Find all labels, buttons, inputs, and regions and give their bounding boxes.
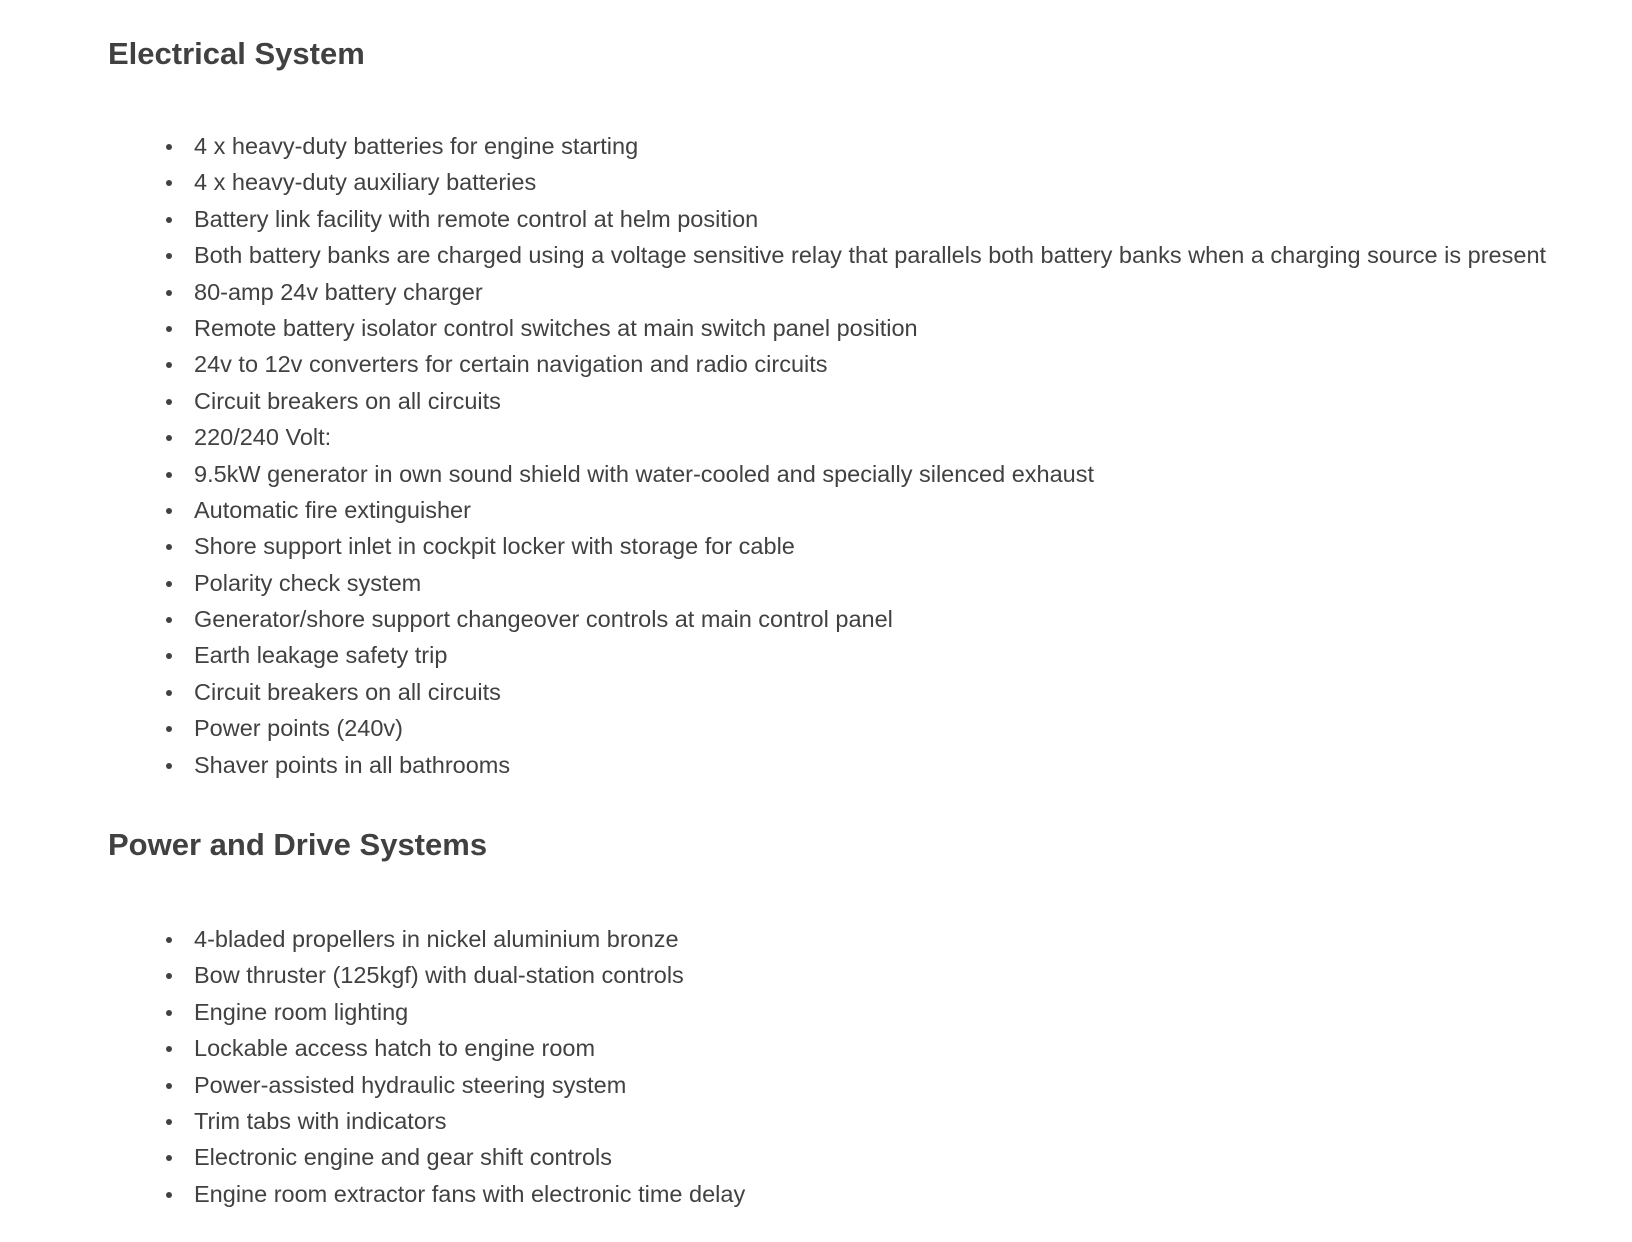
bullet-icon: [166, 326, 172, 332]
power-and-drive-systems-list: [108, 921, 1608, 1212]
list-item-text: Circuit breakers on all circuits: [194, 678, 501, 705]
list-item: [108, 565, 1608, 601]
list-item-text: 80-amp 24v battery charger: [194, 278, 483, 305]
bullet-icon: [166, 1083, 172, 1089]
bullet-icon: [166, 973, 172, 979]
list-item-text: 4 x heavy-duty auxiliary batteries: [194, 169, 537, 196]
bullet-icon: [166, 937, 172, 943]
list-item: [108, 1139, 1608, 1175]
list-item: [108, 274, 1608, 310]
list-item-text: Engine room lighting: [194, 998, 409, 1025]
bullet-icon: [166, 435, 172, 441]
bullet-icon: [166, 581, 172, 587]
list-item-text: Shore support inlet in cockpit locker with storage for cable: [194, 533, 795, 560]
list-item: [108, 921, 1608, 957]
list-item-text: Electronic engine and gear shift controls: [194, 1144, 613, 1171]
list-item: [108, 957, 1608, 993]
list-item-text: 220/240 Volt:: [194, 424, 332, 451]
list-item-text: Battery link facility with remote control at helm position: [194, 205, 759, 232]
bullet-icon: [166, 1010, 172, 1016]
list-item: [108, 419, 1608, 455]
list-item: [108, 994, 1608, 1030]
list-item-text: Earth leakage safety trip: [194, 642, 448, 669]
bullet-icon: [166, 290, 172, 296]
list-item: [108, 747, 1608, 783]
bullet-icon: [166, 144, 172, 150]
page-content: [108, 30, 1608, 1212]
bullet-icon: [166, 617, 172, 623]
list-item-text: Both battery banks are charged using a voltage sensitive relay that parallels both battery banks when a charging source is present: [194, 242, 1547, 269]
list-item: [108, 346, 1608, 382]
list-item: [108, 383, 1608, 419]
list-item-text: 24v to 12v converters for certain navigation and radio circuits: [194, 351, 828, 378]
bullet-icon: [166, 1155, 172, 1161]
list-item: [108, 310, 1608, 346]
list-item: [108, 128, 1608, 164]
bullet-icon: [166, 690, 172, 696]
bullet-icon: [166, 1046, 172, 1052]
list-item: [108, 1176, 1608, 1212]
list-item: [108, 456, 1608, 492]
list-item: [108, 674, 1608, 710]
list-item: [108, 528, 1608, 564]
list-item-text: Power-assisted hydraulic steering system: [194, 1071, 627, 1098]
section-heading-electrical-system: Electrical System: [108, 36, 365, 71]
bullet-icon: [166, 1119, 172, 1125]
bullet-icon: [166, 472, 172, 478]
bullet-icon: [166, 362, 172, 368]
bullet-icon: [166, 253, 172, 259]
list-item: [108, 601, 1608, 637]
list-item: [108, 492, 1608, 528]
bullet-icon: [166, 217, 172, 223]
list-item-text: 9.5kW generator in own sound shield with water-cooled and specially silenced exhaust: [194, 460, 1095, 487]
list-item-text: Automatic fire extinguisher: [194, 496, 471, 523]
list-item-text: 4 x heavy-duty batteries for engine starting: [194, 133, 639, 159]
bullet-icon: [166, 653, 172, 659]
list-item-text: 4-bladed propellers in nickel aluminium bronze: [194, 926, 679, 953]
list-item: [108, 201, 1608, 237]
list-item: [108, 164, 1608, 200]
bullet-icon: [166, 180, 172, 186]
list-item-text: Generator/shore support changeover controls at main control panel: [194, 606, 893, 633]
list-item-text: Engine room extractor fans with electronic time delay: [194, 1180, 746, 1207]
electrical-system-list: [108, 128, 1608, 783]
section-heading-power-and-drive-systems: Power and Drive Systems: [108, 827, 488, 863]
list-item: [108, 1067, 1608, 1103]
bullet-icon: [166, 544, 172, 550]
list-item-text: Remote battery isolator control switches at main switch panel position: [194, 314, 918, 341]
list-item-text: Shaver points in all bathrooms: [194, 751, 511, 778]
list-item-text: Lockable access hatch to engine room: [194, 1035, 596, 1062]
bullet-icon: [166, 763, 172, 769]
list-item-text: Trim tabs with indicators: [194, 1107, 447, 1134]
list-item: [108, 637, 1608, 673]
list-item-text: Bow thruster (125kgf) with dual-station controls: [194, 962, 684, 989]
list-item-text: Circuit breakers on all circuits: [194, 387, 501, 414]
bullet-icon: [166, 1192, 172, 1198]
bullet-icon: [166, 399, 172, 405]
bullet-icon: [166, 726, 172, 732]
list-item: [108, 710, 1608, 746]
list-item-text: Power points (240v): [194, 715, 403, 742]
list-item: [108, 237, 1608, 273]
bullet-icon: [166, 508, 172, 514]
list-item: [108, 1103, 1608, 1139]
list-item: [108, 1030, 1608, 1066]
list-item-text: Polarity check system: [194, 569, 422, 596]
